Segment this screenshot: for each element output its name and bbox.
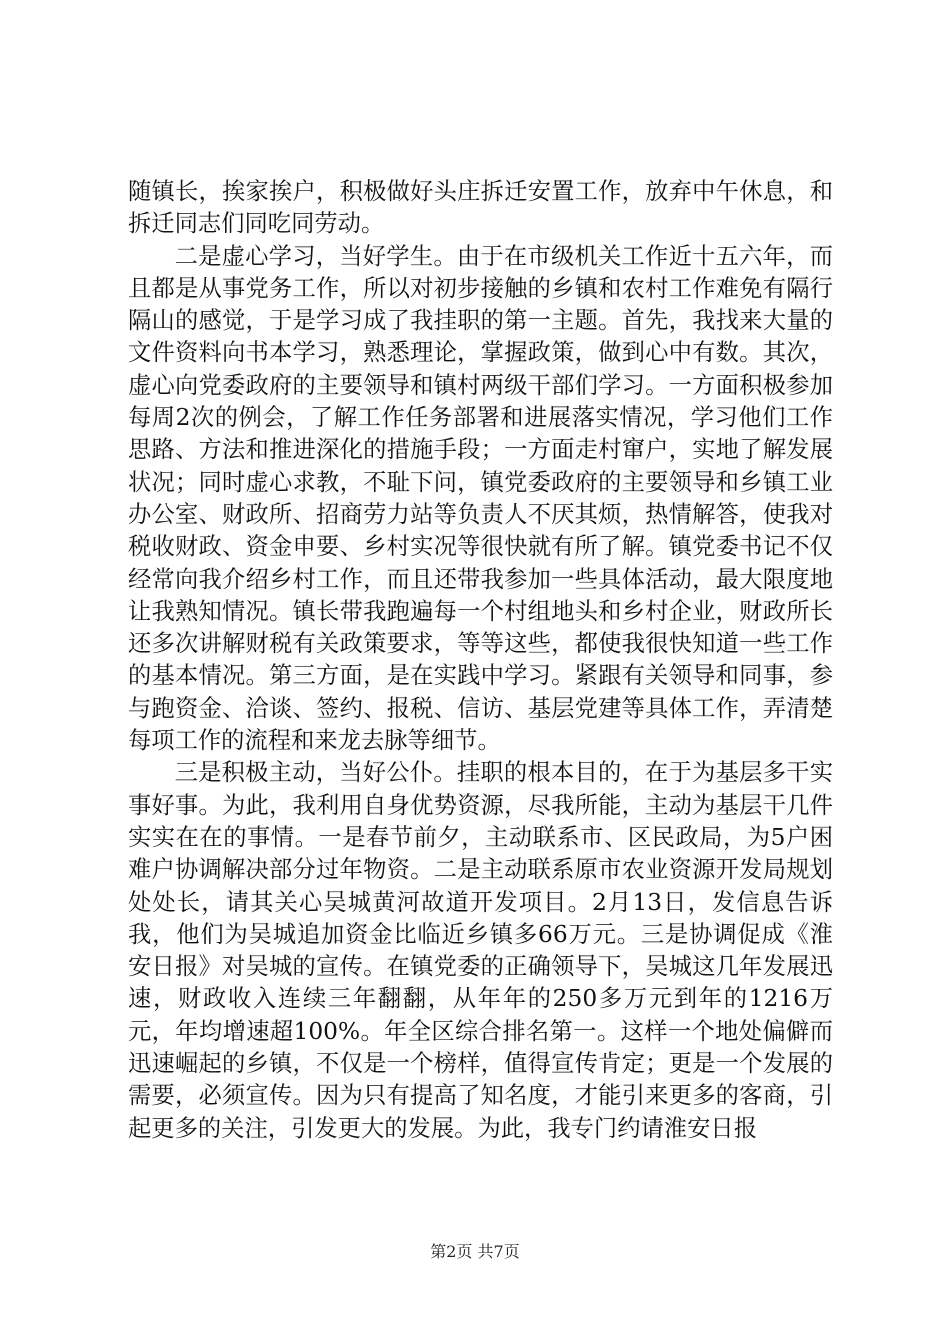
document-body [128, 176, 833, 1145]
paragraph-continuation: 随镇长，挨家挨户，积极做好头庄拆迁安置工作，放弃中午休息，和拆迁同志们同吃同劳动。 [128, 178, 833, 238]
paragraph-service: 三是积极主动，当好公仆。挂职的根本目的，在于为基层多干实事好事。为此，我利用自身优势资源，尽我所能，主动为基层干几件实实在在的事情。一是春节前夕，主动联系市、区民政局，为5户困难户协调解决部分过年物资。二是主动联系原市农业资源开发局规划处处长，请其关心吴城黄河故道开发项目。2月13日，发信息告诉我，他们为吴城追加资金比临近乡镇多66万元。三是协调促成《淮安日报》对吴城的宣传。在镇党委的正确领导下，吴城这几年发展迅速，财政收入连续三年翻翻，从年年的250多万元到年的1216万元，年均增速超100%。年全区综合排名第一。这样一个地处偏僻而迅速崛起的乡镇，不仅是一个榜样，值得宣传肯定；更是一个发展的需要，必须宣传。因为只有提高了知名度，才能引来更多的客商，引起更多的关注，引发更大的发展。为此，我专门约请淮安日报 [128, 759, 833, 1142]
page-footer: 第2页 共7页 [430, 1242, 520, 1261]
paragraph-study: 二是虚心学习，当好学生。由于在市级机关工作近十五六年，而且都是从事党务工作，所以对初步接触的乡镇和农村工作难免有隔行隔山的感觉，于是学习成了我挂职的第一主题。首先，我找来大量的文件资料向书本学习，熟悉理论，掌握政策，做到心中有数。其次，虚心向党委政府的主要领导和镇村两级干部们学习。一方面积极参加每周2次的例会，了解工作任务部署和进展落实情况，学习他们工作思路、方法和推进深化的措施手段；一方面走村窜户，实地了解发展状况；同时虚心求教，不耻下问，镇党委政府的主要领导和乡镇工业办公室、财政所、招商劳力站等负责人不厌其烦，热情解答，使我对税收财政、资金申要、乡村实况等很快就有所了解。镇党委书记不仅经常向我介绍乡村工作，而且还带我参加一些具体活动，最大限度地让我熟知情况。镇长带我跑遍每一个村组地头和乡村企业，财政所长还多次讲解财税有关政策要求，等等这些，都使我很快知道一些工作的基本情况。第三方面，是在实践中学习。紧跟有关领导和同事，参与跑资金、洽谈、签约、报税、信访、基层党建等具体工作，弄清楚每项工作的流程和来龙去脉等细节。 [128, 242, 833, 755]
